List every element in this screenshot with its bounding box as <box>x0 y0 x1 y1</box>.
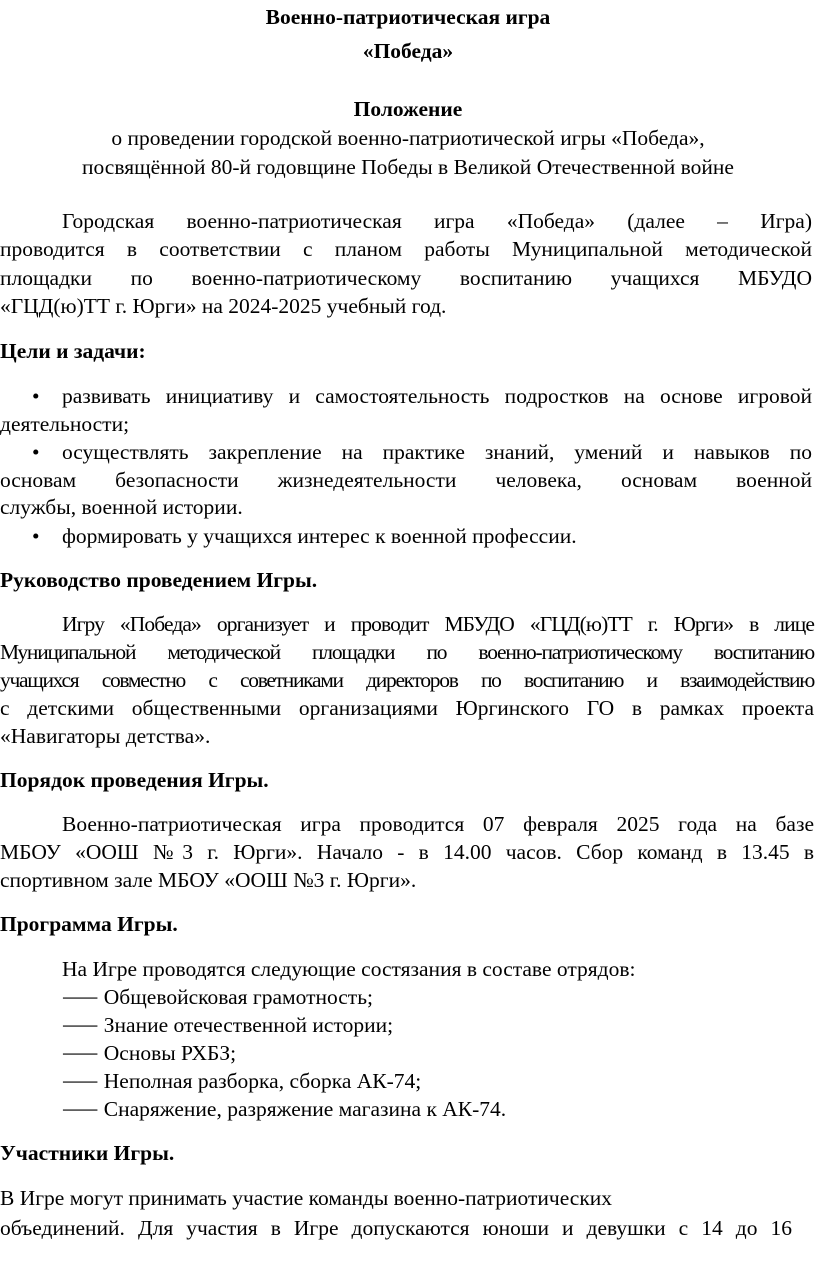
program-intro: На Игре проводятся следующие состязания в составе отрядов: <box>62 957 636 981</box>
intro-line-3: площадки по военно-патриотическому воспитанию учащихся МБУДО <box>0 266 812 290</box>
goal-1-line-1: развивать инициативу и самостоятельность подростков на основе игровой <box>62 384 812 408</box>
leadership-heading: Руководство проведением Игры. <box>0 568 318 592</box>
participants-line-1: В Игре могут принимать участие команды военно-патриотических <box>0 1186 613 1210</box>
intro-line-2: проводится в соответствии с планом работы Муниципальной методической <box>0 237 812 261</box>
document-heading: Положение <box>353 97 463 121</box>
procedure-heading: Порядок проведения Игры. <box>0 768 269 792</box>
program-item: ⸺ Основы РХБЗ; <box>62 1041 237 1065</box>
title-line-1: Военно-патриотическая игра <box>265 5 551 29</box>
program-item: ⸺ Знание отечественной истории; <box>62 1013 394 1037</box>
procedure-line-3: спортивном зале МБОУ «ООШ №3 г. Юрги». <box>0 868 417 892</box>
subtitle-line-2: посвящённой 80-й годовщине Победы в Великой Отечественной войне <box>82 155 734 179</box>
program-item: ⸺ Снаряжение, разряжение магазина к АК-74. <box>62 1097 507 1121</box>
goals-heading: Цели и задачи: <box>0 339 146 363</box>
goal-3-line-1: формировать у учащихся интерес к военной профессии. <box>62 524 577 548</box>
program-item: ⸺ Неполная разборка, сборка АК-74; <box>62 1069 422 1093</box>
procedure-line-2: МБОУ «ООШ №3 г. Юрги». Начало - в 14.00 часов. Сбор команд в 13.45 в <box>0 840 814 864</box>
goal-2-line-3: службы, военной истории. <box>0 495 243 519</box>
bullet-3: • <box>32 524 40 548</box>
program-item: ⸺ Общевойсковая грамотность; <box>62 985 373 1009</box>
leadership-line-1: Игру «Победа» организует и проводит МБУДО «ГЦД(ю)ТТ г. Юрги» в лице <box>62 612 814 636</box>
bullet-2: • <box>32 440 40 464</box>
participants-heading: Участники Игры. <box>0 1141 175 1165</box>
goal-2-line-1: осуществлять закрепление на практике знаний, умений и навыков по <box>62 440 812 464</box>
subtitle-line-1: о проведении городской военно-патриотической игры «Победа», <box>111 126 705 150</box>
title-line-2: «Победа» <box>362 39 454 63</box>
leadership-line-5: «Навигаторы детства». <box>0 724 211 748</box>
participants-line-2: объединений. Для участия в Игре допускаются юноши и девушки с 14 до 16 <box>0 1216 792 1240</box>
leadership-line-2: Муниципальной методической площадки по военно-патриотическому воспитанию <box>0 640 814 664</box>
intro-line-4: «ГЦД(ю)ТТ г. Юрги» на 2024-2025 учебный год. <box>0 294 447 318</box>
procedure-line-1: Военно-патриотическая игра проводится 07 февраля 2025 года на базе <box>62 812 814 836</box>
leadership-line-4: с детскими общественными организациями Юргинского ГО в рамках проекта <box>0 696 814 720</box>
goal-2-line-2: основам безопасности жизнедеятельности человека, основам военной <box>0 468 812 492</box>
bullet-1: • <box>32 384 40 408</box>
leadership-line-3: учащихся совместно с советниками директоров по воспитанию и взаимодействию <box>0 668 814 692</box>
goal-1-line-2: деятельности; <box>0 412 130 436</box>
program-heading: Программа Игры. <box>0 912 178 936</box>
intro-line-1: Городская военно-патриотическая игра «Победа» (далее – Игра) <box>62 209 812 233</box>
